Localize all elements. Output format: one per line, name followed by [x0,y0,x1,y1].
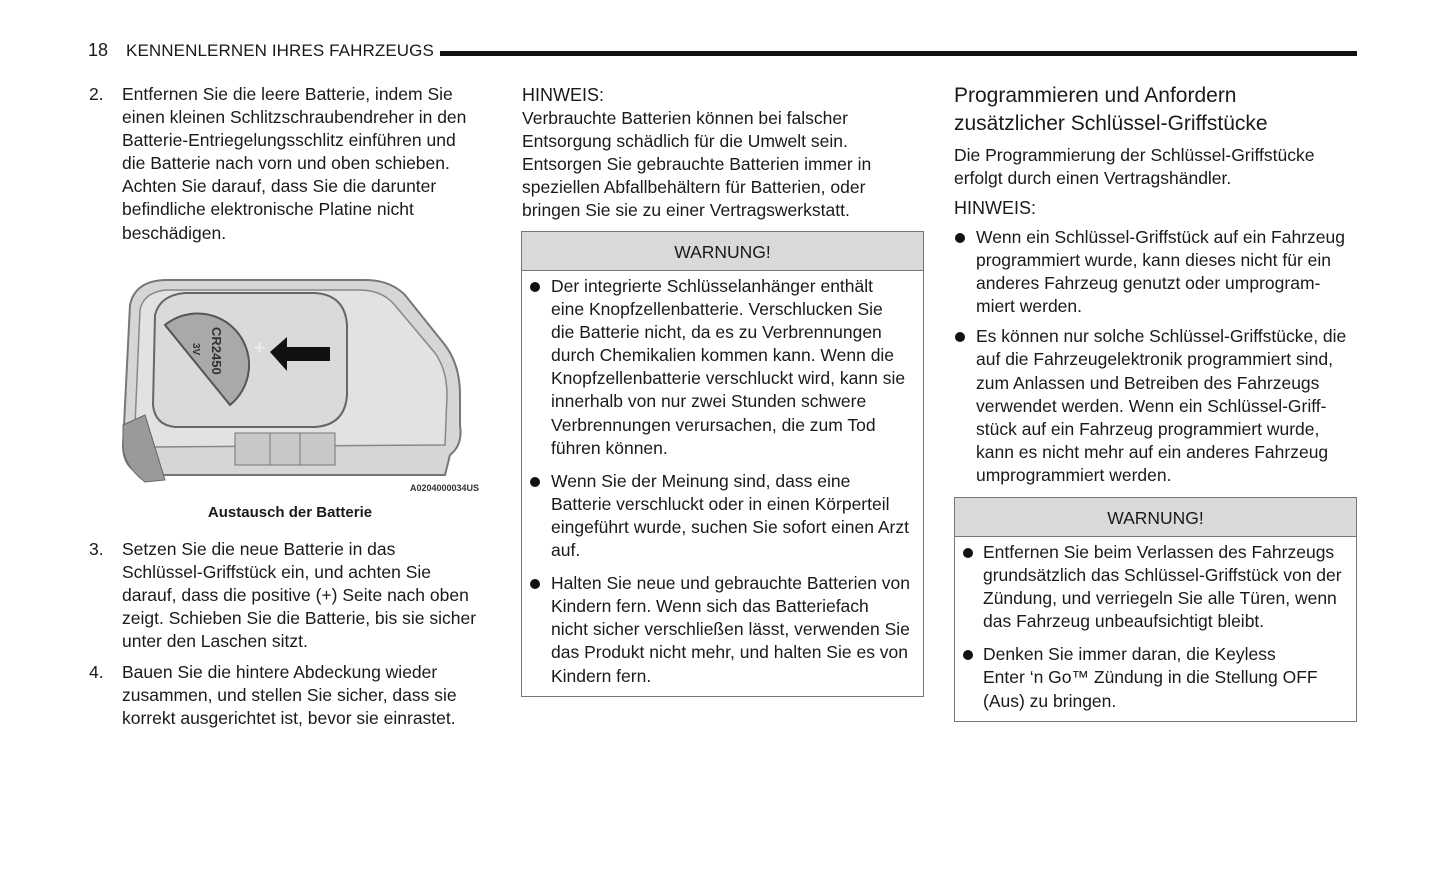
warning-title: WARNUNG! [522,232,923,271]
warning-title: WARNUNG! [955,498,1356,537]
hint-title: HINWEIS: [522,85,605,105]
bullet-icon [530,477,540,487]
warning-box [521,231,924,697]
warning-box [954,497,1357,722]
battery-replacement-figure [115,275,490,497]
step-number: 4. [89,662,104,682]
step-number: 2. [89,84,104,104]
bullet-icon [955,233,965,243]
battery-voltage: 3V [190,343,201,356]
figure-caption: Austausch der Batterie [207,504,373,521]
warning-item-text: Entfernen Sie beim Verlassen des Fahrzeugs grundsätzlich das Schlüssel-Griffstück von der Zündung, und verriegeln Sie alle Türen, wenn das Fahrzeug unbeaufsichtigt bleibt. [983,542,1342,632]
warning-item [522,572,923,687]
step-text: Setzen Sie die neue Batterie in das Schlüssel-Griffstück ein, und achten Sie darauf, dass die positive (+) Seite nach oben zeigt. Schieben Sie die Batterie, bis sie sicher unter den Laschen sitzt. [122,539,477,652]
bullet-icon [963,650,973,660]
bullet-icon [955,332,965,342]
hint-item-text: Es können nur solche Schlüssel-Griffstücke, die auf die Fahrzeugelektronik programmiert sind, zum Anlassen und Betreiben des Fahrzeugs verwendet werden. Wenn ein Schlüssel-Griff- stück auf ein Fahrzeug programmiert wurde, kann es nicht mehr auf ein anderes Fahrzeug umprogrammiert werden. [976,326,1347,485]
warning-item [522,470,923,562]
hint-item-text: Wenn ein Schlüssel-Griffstück auf ein Fahrzeug programmiert wurde, kann dieses nicht für ein anderes Fahrzeug genutzt oder umprogram- miert werden. [976,227,1345,317]
step-number: 3. [89,539,104,559]
page-number: 18 [88,40,109,60]
hint-list [947,226,1367,487]
intro-text: Die Programmierung der Schlüssel-Griffstücke erfolgt durch einen Vertragshändler. [954,145,1315,189]
bullet-icon [530,282,540,292]
header-rule [440,51,1357,56]
step-text: Bauen Sie die hintere Abdeckung wieder zusammen, und stellen Sie sicher, dass sie korrekt ausgerichtet ist, bevor sie einrastet. [122,662,457,729]
warning-item-text: Denken Sie immer daran, die Keyless Enter ‘n Go™ Zündung in die Stellung OFF (Aus) zu bringen. [983,644,1318,711]
plus-sign: + [253,335,266,360]
hint-text: Verbrauchte Batterien können bei falscher Entsorgung schädlich für die Umwelt sein. Entsorgen Sie gebrauchte Batterien immer in speziellen Abfallbehältern für Batterien, oder bringen Sie sie zu einer Vertragswerkstatt. [522,108,872,221]
warning-item-text: Halten Sie neue und gebrauchte Batterien von Kindern fern. Wenn sich das Batteriefach nicht sicher verschließen lässt, verwenden Sie das Produkt nicht mehr, und halten Sie es von Kindern fern. [551,573,911,686]
warning-item [955,643,1356,712]
warning-item [955,541,1356,633]
hint-title: HINWEIS: [954,198,1037,218]
warning-item [522,275,923,460]
figure-code: A0204000034US [410,483,480,493]
warning-item-text: Wenn Sie der Meinung sind, dass eine Batterie verschluckt oder in einen Körperteil eingeführt wurde, suchen Sie sofort einen Arzt auf. [551,470,909,561]
bullet-icon [963,548,973,558]
bullet-icon [530,579,540,589]
step-text: Entfernen Sie die leere Batterie, indem Sie einen kleinen Schlitzschraubendreher in den Batterie-Entriegelungsschlitz einführen und die Batterie nach vorn und oben schieben. Achten Sie darauf, dass Sie die darunter befindliche elektronische Platine nicht beschädigen. [122,84,467,243]
hint-item [947,325,1367,487]
battery-label: CR2450 [209,327,224,375]
warning-item-text: Der integrierte Schlüsselanhänger enthält eine Knopfzellenbatterie. Verschlucken Sie die Batterie nicht, da es zu Verbrennungen durch Chemikalien kommen kann. Wenn die Knopfzellenbatterie verschluckt wird, kann sie innerhalb von nur zwei Stunden schwere Verbrennungen verursachen, die zum Tod führen können. [551,276,906,458]
section-heading: Programmieren und Anfordern zusätzlicher Schlüssel-Griffstücke [954,84,1268,135]
hint-item [947,226,1367,318]
chapter-title: KENNENLERNEN IHRES FAHRZEUGS [126,41,434,60]
